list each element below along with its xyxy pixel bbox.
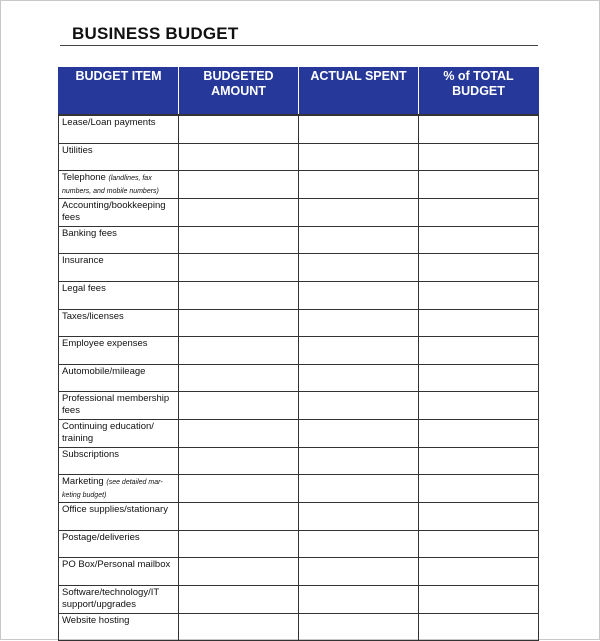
actual-spent-cell[interactable] <box>299 199 419 227</box>
header-label-line2: AMOUNT <box>211 84 266 98</box>
percent-total-cell[interactable] <box>419 530 539 558</box>
header-label-line1: BUDGET ITEM <box>75 69 162 83</box>
budgeted-amount-cell[interactable] <box>179 254 299 282</box>
percent-total-cell[interactable] <box>419 281 539 309</box>
budgeted-amount-cell[interactable] <box>179 226 299 254</box>
budget-item-cell <box>59 558 179 586</box>
header-row <box>59 67 539 115</box>
budgeted-amount-cell[interactable] <box>179 281 299 309</box>
table-row <box>59 171 539 199</box>
budget-item-cell <box>59 226 179 254</box>
table-row <box>59 530 539 558</box>
table-row <box>59 226 539 254</box>
table-row <box>59 364 539 392</box>
header-label-line2: BUDGET <box>452 84 505 98</box>
header-label-line1: ACTUAL SPENT <box>310 69 407 83</box>
table-row <box>59 254 539 282</box>
budgeted-amount-cell[interactable] <box>179 199 299 227</box>
budget-item-label: Subscriptions <box>62 448 120 460</box>
percent-total-cell[interactable] <box>419 337 539 365</box>
budget-item-label: Marketing <box>62 476 104 488</box>
table-row <box>59 115 539 143</box>
budgeted-amount-cell[interactable] <box>179 447 299 475</box>
percent-total-cell[interactable] <box>419 613 539 641</box>
actual-spent-cell[interactable] <box>299 115 419 143</box>
actual-spent-cell[interactable] <box>299 226 419 254</box>
table-row <box>59 419 539 447</box>
budget-item-label: Software/technology/IT support/upgrades <box>62 586 159 610</box>
budgeted-amount-cell[interactable] <box>179 364 299 392</box>
header-label-line1: % of TOTAL <box>443 69 514 83</box>
table-row <box>59 309 539 337</box>
table-row <box>59 199 539 227</box>
table-row <box>59 281 539 309</box>
budget-item-cell <box>59 171 179 199</box>
header-budgeted-amount <box>179 67 299 115</box>
actual-spent-cell[interactable] <box>299 143 419 171</box>
table-row <box>59 447 539 475</box>
budget-item-cell <box>59 254 179 282</box>
budgeted-amount-cell[interactable] <box>179 171 299 199</box>
actual-spent-cell[interactable] <box>299 585 419 613</box>
actual-spent-cell[interactable] <box>299 558 419 586</box>
budget-item-note: (landlines, fax numbers, and mobile numbers) <box>62 175 159 196</box>
percent-total-cell[interactable] <box>419 254 539 282</box>
percent-total-cell[interactable] <box>419 503 539 531</box>
percent-total-cell[interactable] <box>419 226 539 254</box>
budget-item-label: Utilities <box>62 144 93 156</box>
percent-total-cell[interactable] <box>419 171 539 199</box>
budget-item-label: Office supplies/stationary <box>62 504 168 516</box>
budget-item-cell <box>59 337 179 365</box>
budgeted-amount-cell[interactable] <box>179 309 299 337</box>
budgeted-amount-cell[interactable] <box>179 503 299 531</box>
table-row <box>59 558 539 586</box>
budget-item-cell <box>59 281 179 309</box>
budget-item-label: Banking fees <box>62 227 117 239</box>
budget-item-label: Website hosting <box>62 614 130 626</box>
budget-item-cell <box>59 309 179 337</box>
percent-total-cell[interactable] <box>419 199 539 227</box>
actual-spent-cell[interactable] <box>299 281 419 309</box>
percent-total-cell[interactable] <box>419 585 539 613</box>
budget-item-cell <box>59 115 179 143</box>
actual-spent-cell[interactable] <box>299 447 419 475</box>
title-underline <box>60 45 538 46</box>
budget-item-label: Professional membership fees <box>62 393 170 417</box>
budget-item-label: Automobile/mileage <box>62 365 146 377</box>
budget-table <box>58 67 539 641</box>
header-budget-item <box>59 67 179 115</box>
budgeted-amount-cell[interactable] <box>179 475 299 503</box>
budget-item-note: (see detailed mar-keting budget) <box>62 479 163 500</box>
actual-spent-cell[interactable] <box>299 337 419 365</box>
budget-item-label: Legal fees <box>62 282 106 294</box>
budgeted-amount-cell[interactable] <box>179 419 299 447</box>
percent-total-cell[interactable] <box>419 143 539 171</box>
percent-total-cell[interactable] <box>419 309 539 337</box>
actual-spent-cell[interactable] <box>299 419 419 447</box>
table-row <box>59 143 539 171</box>
table-row <box>59 475 539 503</box>
percent-total-cell[interactable] <box>419 364 539 392</box>
budget-item-label: Taxes/licenses <box>62 310 124 322</box>
actual-spent-cell[interactable] <box>299 530 419 558</box>
budget-item-cell <box>59 530 179 558</box>
budget-item-label: PO Box/Personal mailbox <box>62 559 171 571</box>
budgeted-amount-cell[interactable] <box>179 530 299 558</box>
percent-total-cell[interactable] <box>419 115 539 143</box>
percent-total-cell[interactable] <box>419 558 539 586</box>
percent-total-cell[interactable] <box>419 475 539 503</box>
budget-item-cell <box>59 419 179 447</box>
budget-item-label: Accounting/bookkeeping fees <box>62 200 166 224</box>
actual-spent-cell[interactable] <box>299 309 419 337</box>
table-row <box>59 337 539 365</box>
actual-spent-cell[interactable] <box>299 475 419 503</box>
budget-item-label: Telephone <box>62 172 106 184</box>
header-actual-spent <box>299 67 419 115</box>
budget-item-cell <box>59 613 179 641</box>
percent-total-cell[interactable] <box>419 447 539 475</box>
actual-spent-cell[interactable] <box>299 613 419 641</box>
budgeted-amount-cell[interactable] <box>179 143 299 171</box>
actual-spent-cell[interactable] <box>299 364 419 392</box>
budgeted-amount-cell[interactable] <box>179 613 299 641</box>
budgeted-amount-cell[interactable] <box>179 558 299 586</box>
table-row <box>59 585 539 613</box>
budget-item-cell <box>59 199 179 227</box>
table-row <box>59 613 539 641</box>
budget-item-cell <box>59 503 179 531</box>
table-row <box>59 392 539 420</box>
budget-item-label: Continuing education/ training <box>62 420 154 444</box>
percent-total-cell[interactable] <box>419 392 539 420</box>
actual-spent-cell[interactable] <box>299 392 419 420</box>
budgeted-amount-cell[interactable] <box>179 115 299 143</box>
page-title: BUSINESS BUDGET <box>72 24 239 43</box>
budgeted-amount-cell[interactable] <box>179 337 299 365</box>
budget-item-cell <box>59 475 179 503</box>
budget-item-cell <box>59 585 179 613</box>
budget-item-label: Lease/Loan payments <box>62 117 156 128</box>
budgeted-amount-cell[interactable] <box>179 392 299 420</box>
actual-spent-cell[interactable] <box>299 171 419 199</box>
budget-item-label: Postage/deliveries <box>62 531 140 543</box>
budgeted-amount-cell[interactable] <box>179 585 299 613</box>
budget-item-cell <box>59 364 179 392</box>
percent-total-cell[interactable] <box>419 419 539 447</box>
actual-spent-cell[interactable] <box>299 254 419 282</box>
header-percent-of-total <box>419 67 539 115</box>
budget-item-label: Insurance <box>62 255 104 267</box>
budget-item-cell <box>59 143 179 171</box>
budget-item-cell <box>59 392 179 420</box>
actual-spent-cell[interactable] <box>299 503 419 531</box>
budget-item-cell <box>59 447 179 475</box>
table-row <box>59 503 539 531</box>
budget-item-label: Employee expenses <box>62 338 148 350</box>
header-label-line1: BUDGETED <box>203 69 274 83</box>
